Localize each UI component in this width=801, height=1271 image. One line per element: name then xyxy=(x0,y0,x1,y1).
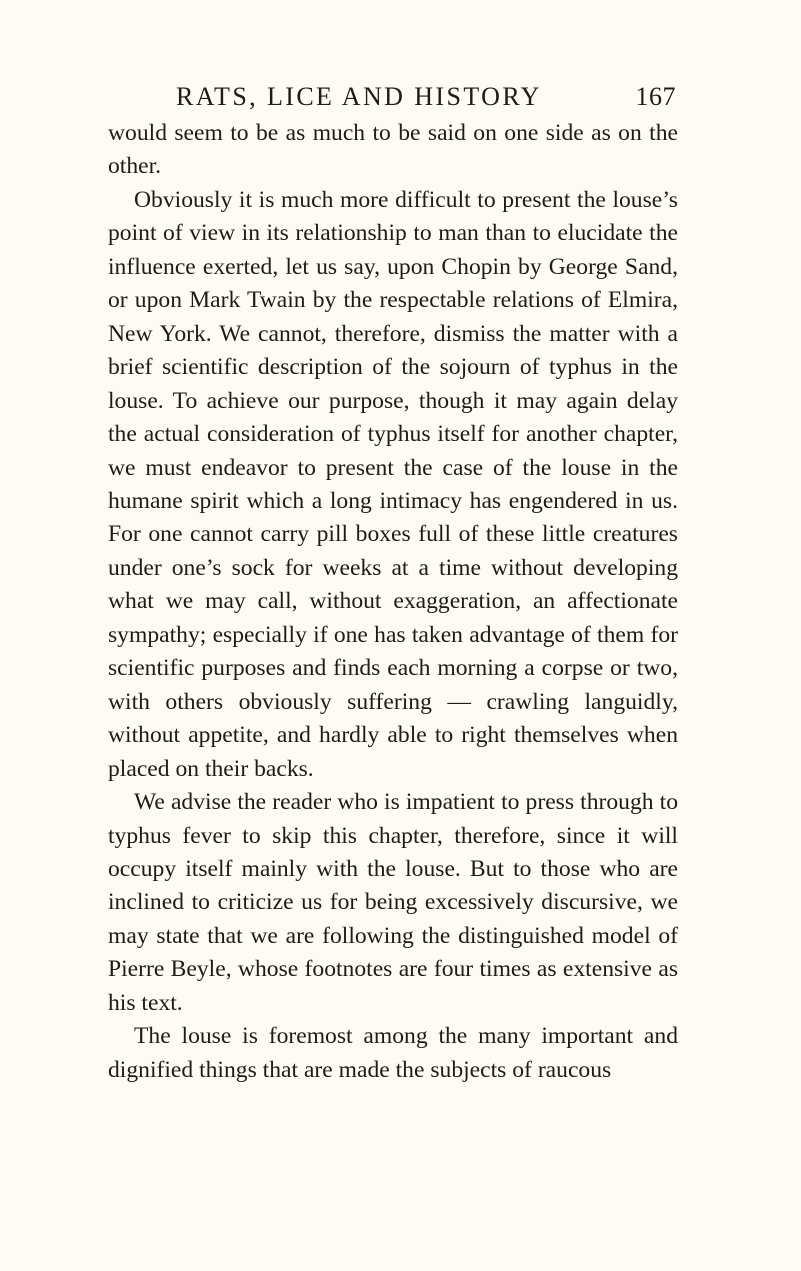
paragraph: The louse is foremost among the many important and dignified things that are made the subjects of raucous xyxy=(108,1023,678,1083)
paragraph-continued: would seem to be as much to be said on one side as on the other. xyxy=(108,120,678,180)
running-title: RATS, LICE AND HISTORY xyxy=(176,82,542,111)
page-number: 167 xyxy=(635,82,676,111)
body-text xyxy=(108,117,678,1087)
paragraph: We advise the reader who is impatient to press through to typhus fever to skip this chapter, therefore, since it will occupy itself mainly with the louse. But to those who are inclined to criticize us for being excessively discursive, we may state that we are following the distinguished model of Pierre Beyle, whose footnotes are four times as extensive as his text. xyxy=(108,789,678,1016)
paragraph: Obviously it is much more difficult to present the louse’s point of view in its relationship to man than to elucidate the influence exerted, let us say, upon Chopin by George Sand, or upon Mark Twain by the respectable relations of Elmira, New York. We cannot, therefore, dismiss the matter with a brief scientific description of the sojourn of typhus in the louse. To achieve our purpose, though it may again delay the actual consideration of typhus itself for another chapter, we must endeavor to present the case of the louse in the humane spirit which a long intimacy has engendered in us. For one cannot carry pill boxes full of these little creatures under one’s sock for weeks at a time without developing what we may call, without exaggeration, an affectionate sympathy; especially if one has taken advantage of them for scientific purposes and finds each morning a corpse or two, with others obviously suffering — crawling languidly, without appetite, and hardly able to right themselves when placed on their backs. xyxy=(108,186,678,782)
running-head xyxy=(176,78,676,116)
